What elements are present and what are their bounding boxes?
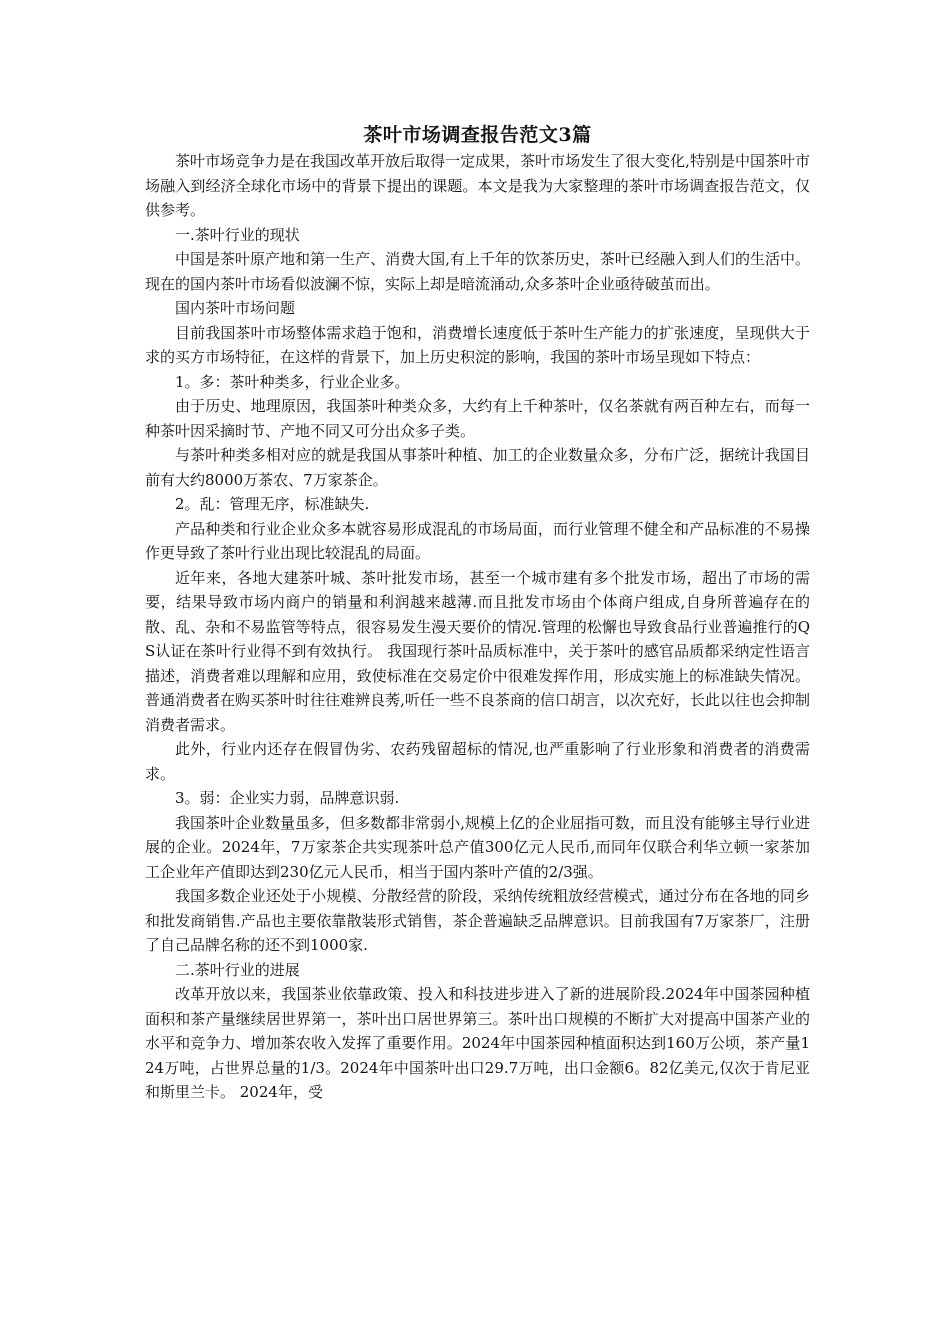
paragraph-enterprise-count: 与茶叶种类多相对应的就是我国从事茶叶种植、加工的企业数量众多，分布广泛，据统计我国目前有大约8000万茶农、7万家茶企。 (145, 446, 810, 489)
document-title: 茶叶市场调查报告范文3篇 (363, 124, 592, 146)
paragraph-small-scale: 我国多数企业还处于小规模、分散经营的阶段，采纳传统粗放经营模式，通过分布在各地的同乡和批发商销售.产品也主要依靠散装形式销售，茶企普遍缺乏品牌意识。目前我国有7万家茶厂，注册了自己品牌名称的还不到1000家. (145, 887, 810, 954)
paragraph-tea-varieties: 由于历史、地理原因，我国茶叶种类众多，大约有上千种茶叶，仅名茶就有两百种左右，而每一种茶叶因采摘时节、产地不同又可分出众多子类。 (145, 397, 810, 440)
document-page (145, 122, 810, 1105)
section-heading-development: 二.茶叶行业的进展 (175, 960, 300, 979)
point-heading-weak: 3。弱：企业实力弱，品牌意识弱. (175, 789, 400, 807)
point-heading-many: 1。多：茶叶种类多，行业企业多。 (175, 372, 410, 391)
paragraph-chaotic-market: 产品种类和行业企业众多本就容易形成混乱的市场局面，而行业管理不健全和产品标准的不易操作更导致了茶叶行业出现比较混乱的局面。 (145, 519, 810, 562)
paragraph-market-saturation: 目前我国茶叶市场整体需求趋于饱和，消费增长速度低于茶叶生产能力的扩张速度，呈现供大于求的买方市场特征，在这样的背景下，加上历史积淀的影响，我国的茶叶市场呈现如下特点： (145, 323, 810, 366)
paragraph-counterfeit: 此外，行业内还存在假冒伪劣、农药残留超标的情况,也严重影响了行业形象和消费者的消费需求。 (145, 740, 810, 783)
paragraph-weak-enterprises: 我国茶叶企业数量虽多，但多数都非常弱小,规模上亿的企业屈指可数，而且没有能够主导行业进展的企业。2024年，7万家茶企共实现茶叶总产值300亿元人民币,而同年仅联合利华立顿一家茶加工企业年产值即达到230亿元人民币，相当于国内茶叶产值的2/3强。 (145, 813, 810, 881)
section-heading-status: 一.茶叶行业的现状 (175, 225, 300, 244)
subheading-domestic-issues: 国内茶叶市场问题 (175, 299, 296, 317)
paragraph-development: 改革开放以来，我国茶业依靠政策、投入和科技进步进入了新的进展阶段.2024年中国茶园种植面积和茶产量继续居世界第一，茶叶出口居世界第三。茶叶出口规模的不断扩大对提高中国茶产业的水平和竞争力、增加茶农收入发挥了重要作用。2024年中国茶园种植面积达到160万公顷，茶产量124万吨，占世界总量的1/3。2024年中国茶叶出口29.7万吨，出口金额6。82亿美元,仅次于肯尼亚和斯里兰卡。 2024年，受 (145, 985, 810, 1101)
point-heading-chaos: 2。乱：管理无序，标准缺失. (175, 495, 370, 513)
paragraph-intro: 茶叶市场竞争力是在我国改革开放后取得一定成果，茶叶市场发生了很大变化,特别是中国茶叶市场融入到经济全球化市场中的背景下提出的课题。本文是我为大家整理的茶叶市场调查报告范文，仅供参考。 (145, 152, 810, 219)
paragraph-wholesale-markets: 近年来，各地大建茶叶城、茶叶批发市场，甚至一个城市建有多个批发市场，超出了市场的需要，结果导致市场内商户的销量和利润越来越薄.而且批发市场由个体商户组成,自身所普遍存在的散、乱、杂和不易监管等特点，很容易发生漫天要价的情况.管理的松懈也导致食品行业普遍推行的QS认证在茶叶行业得不到有效执行。 我国现行茶叶品质标准中，关于茶叶的感官品质都采纳定性语言描述，消费者难以理解和应用，致使标准在交易定价中很难发挥作用，形成实施上的标准缺失情况。普通消费者在购买茶叶时往往难辨良莠,听任一些不良茶商的信口胡言，以次充好，长此以往也会抑制消费者需求。 (145, 568, 810, 734)
paragraph-china-origin: 中国是茶叶原产地和第一生产、消费大国,有上千年的饮茶历史，茶叶已经融入到人们的生活中。现在的国内茶叶市场看似波澜不惊，实际上却是暗流涌动,众多茶叶企业亟待破茧而出。 (145, 250, 810, 293)
